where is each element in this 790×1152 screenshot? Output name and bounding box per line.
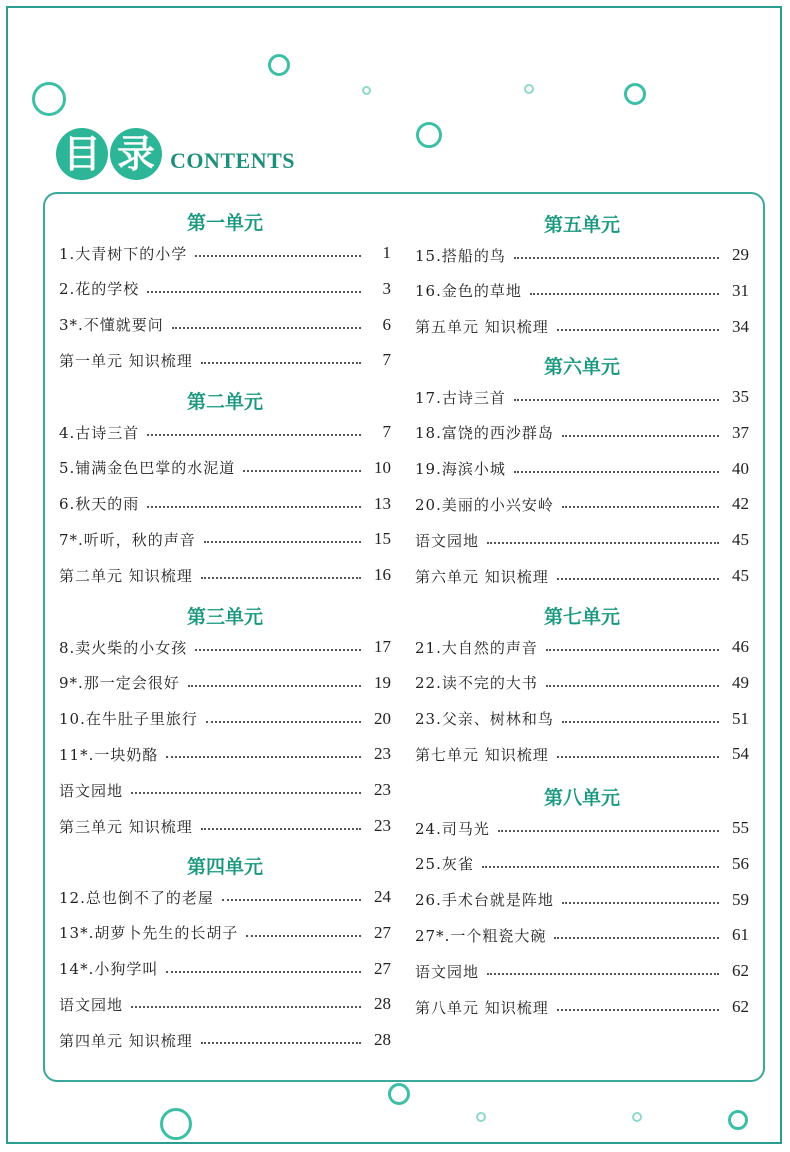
entry-title: 15.搭船的鸟 [415,246,506,265]
toc-entry[interactable] [415,386,749,408]
toc-entry[interactable] [59,672,391,694]
dot-leader [195,649,361,651]
page-number: 3 [382,278,391,298]
dot-leader [546,649,719,651]
toc-entry[interactable] [415,280,749,302]
dot-leader [554,937,719,939]
dot-leader [498,830,719,832]
entry-title: 6.秋天的雨 [59,495,140,514]
page-number: 20 [374,708,391,728]
page-number: 23 [374,780,391,800]
entry-title: 语文园地 [59,995,124,1014]
dot-leader [557,578,719,580]
dot-leader [530,293,719,295]
page-number: 45 [732,530,749,550]
page-number: 55 [732,818,749,837]
decor-circle-icon [632,1112,642,1122]
dot-leader [487,542,719,544]
dot-leader [546,685,719,687]
decor-circle-icon [524,84,534,94]
page-number: 35 [732,387,749,406]
page-number: 31 [732,280,749,300]
dot-leader [131,792,361,794]
dot-leader [166,756,361,758]
page-number: 16 [374,565,391,585]
contents-logo [56,124,295,180]
toc-entry[interactable] [59,743,391,765]
dot-leader [482,866,719,868]
dot-leader [243,470,361,472]
dot-leader [201,1042,361,1044]
entry-title: 8.卖火柴的小女孩 [59,638,188,657]
dot-leader [562,435,719,437]
dot-leader [557,1009,719,1011]
page-number: 62 [732,961,749,981]
entry-title: 第八单元 知识梳理 [415,998,549,1017]
dot-leader [246,935,361,937]
toc-entry[interactable] [415,316,749,338]
toc-entry[interactable] [59,779,391,801]
entry-title: 3*.不懂就要问 [59,316,164,335]
toc-entry[interactable] [415,458,749,480]
entry-title: 13*.胡萝卜先生的长胡子 [59,924,239,943]
dot-leader [206,721,361,723]
page-number: 6 [382,314,391,334]
unit-title: 第六单元 [543,356,620,378]
entry-title: 10.在牛肚子里旅行 [59,710,198,729]
entry-title: 22.读不完的大书 [415,674,538,693]
page-number: 37 [732,422,749,442]
dot-leader [557,329,719,331]
page-number: 7 [382,350,391,370]
toc-entry[interactable] [415,422,749,444]
contents-word: CONTENTS [170,148,296,173]
entry-title: 语文园地 [415,531,480,550]
entry-title: 20.美丽的小兴安岭 [415,495,554,514]
toc-entry[interactable] [59,528,391,550]
unit-title: 第二单元 [186,391,263,413]
toc-entry[interactable] [59,457,391,479]
dot-leader [201,362,361,364]
entry-title: 26.手术台就是阵地 [415,891,554,910]
page-number: 27 [374,922,391,942]
dot-leader [562,902,719,904]
entry-title: 14*.小狗学叫 [59,960,159,979]
dot-leader [514,471,719,473]
dot-leader [201,828,361,830]
toc-entry[interactable] [59,993,391,1015]
dot-leader [514,257,719,259]
page-number: 15 [374,529,391,549]
dot-leader [147,291,361,293]
toc-entry[interactable] [59,958,391,980]
dot-leader [147,506,361,508]
dot-leader [201,577,361,579]
entry-title: 语文园地 [415,962,480,981]
dot-leader [562,506,719,508]
entry-title: 5.铺满金色巴掌的水泥道 [59,459,236,478]
dot-leader [147,434,361,436]
toc-entry[interactable] [415,529,749,551]
page-number: 28 [374,994,391,1014]
page-number: 19 [374,672,391,692]
unit-title: 第四单元 [186,856,263,878]
toc-entry[interactable] [415,853,749,875]
dot-leader [195,255,361,257]
decor-circle-icon [32,82,66,116]
page-number: 51 [732,708,749,728]
toc-entry[interactable] [59,886,391,908]
entry-title: 1.大青树下的小学 [59,244,188,263]
toc-panel [43,192,765,1082]
page-number: 23 [374,744,391,764]
toc-entry[interactable] [415,565,749,587]
page-number: 56 [732,853,749,873]
toc-entry[interactable] [415,708,749,730]
unit-title: 第三单元 [186,606,263,628]
decor-circle-icon [728,1110,748,1130]
dot-leader [131,1006,361,1008]
page-number: 62 [732,997,749,1016]
toc-entry[interactable] [59,493,391,515]
entry-title: 第四单元 知识梳理 [59,1031,193,1050]
entry-title: 17.古诗三首 [415,388,506,407]
entry-title: 第七单元 知识梳理 [415,745,549,764]
entry-title: 23.父亲、树林和鸟 [415,710,554,729]
entry-title: 9*.那一定会很好 [59,674,180,693]
unit-title: 第五单元 [543,214,620,236]
entry-title: 18.富饶的西沙群岛 [415,424,554,443]
unit-title: 第七单元 [543,606,620,628]
dot-leader [188,685,361,687]
dot-leader [222,899,361,901]
toc-entry[interactable] [415,636,749,658]
unit-title: 第八单元 [543,787,620,809]
page-number: 7 [382,422,391,441]
entry-title: 21.大自然的声音 [415,638,538,657]
toc-entry[interactable] [59,636,391,658]
page-number: 23 [374,816,391,835]
entry-title: 25.灰雀 [415,855,474,874]
entry-title: 24.司马光 [415,819,490,838]
logo-char: 目 [56,128,108,180]
toc-entry[interactable] [415,924,749,946]
entry-title: 第二单元 知识梳理 [59,566,193,585]
page-number: 46 [732,637,749,656]
decor-circle-icon [160,1108,192,1140]
toc-entry[interactable] [59,815,391,837]
page-number: 45 [732,566,749,585]
entry-title: 19.海滨小城 [415,460,506,479]
entry-title: 12.总也倒不了的老屋 [59,888,214,907]
toc-entry[interactable] [59,708,391,730]
page-number: 17 [374,637,391,656]
entry-title: 第一单元 知识梳理 [59,351,193,370]
entry-title: 2.花的学校 [59,280,140,299]
toc-entry[interactable] [415,889,749,911]
entry-title: 16.金色的草地 [415,282,522,301]
page-number: 28 [374,1030,391,1050]
toc-entry[interactable] [59,564,391,586]
toc-entry[interactable] [59,1029,391,1051]
dot-leader [204,541,361,543]
entry-title: 第三单元 知识梳理 [59,817,193,836]
entry-title: 7*.听听，秋的声音 [59,530,196,549]
dot-leader [166,971,361,973]
toc-entry[interactable] [415,960,749,982]
logo-char: 录 [110,128,162,180]
decor-circle-icon [268,54,290,76]
page-number: 54 [732,744,749,764]
page-number: 59 [732,889,749,909]
toc-entry[interactable] [59,421,391,443]
toc-entry[interactable] [59,349,391,371]
dot-leader [557,756,719,758]
decor-circle-icon [416,122,442,148]
toc-entry[interactable] [59,922,391,944]
page-number: 29 [732,245,749,264]
decor-circle-icon [476,1112,486,1122]
page-number: 40 [732,458,749,478]
page-number: 10 [374,457,391,477]
page-number: 61 [732,925,749,945]
toc-entry[interactable] [415,996,749,1018]
page-number: 42 [732,494,749,514]
toc-entry[interactable] [59,314,391,336]
decor-circle-icon [624,83,646,105]
toc-entry[interactable] [59,278,391,300]
entry-title: 4.古诗三首 [59,423,140,442]
entry-title: 第五单元 知识梳理 [415,318,549,337]
unit-title: 第一单元 [186,212,263,234]
dot-leader [172,327,361,329]
page-number: 34 [732,316,749,336]
toc-entry[interactable] [415,743,749,765]
entry-title: 27*.一个粗瓷大碗 [415,926,547,945]
dot-leader [487,973,719,975]
decor-circle-icon [388,1083,410,1105]
toc-entry[interactable] [59,242,391,264]
toc-entry[interactable] [415,817,749,839]
page-number: 13 [374,493,391,513]
page-number: 27 [374,958,391,978]
toc-entry[interactable] [415,493,749,515]
entry-title: 第六单元 知识梳理 [415,567,549,586]
page-number: 24 [374,887,391,906]
decor-circle-icon [362,86,371,95]
toc-entry[interactable] [415,244,749,266]
entry-title: 语文园地 [59,781,124,800]
dot-leader [562,721,719,723]
page-number: 49 [732,672,749,692]
toc-entry[interactable] [415,672,749,694]
dot-leader [514,399,719,401]
entry-title: 11*.一块奶酪 [59,745,159,764]
page-number: 1 [382,243,391,262]
